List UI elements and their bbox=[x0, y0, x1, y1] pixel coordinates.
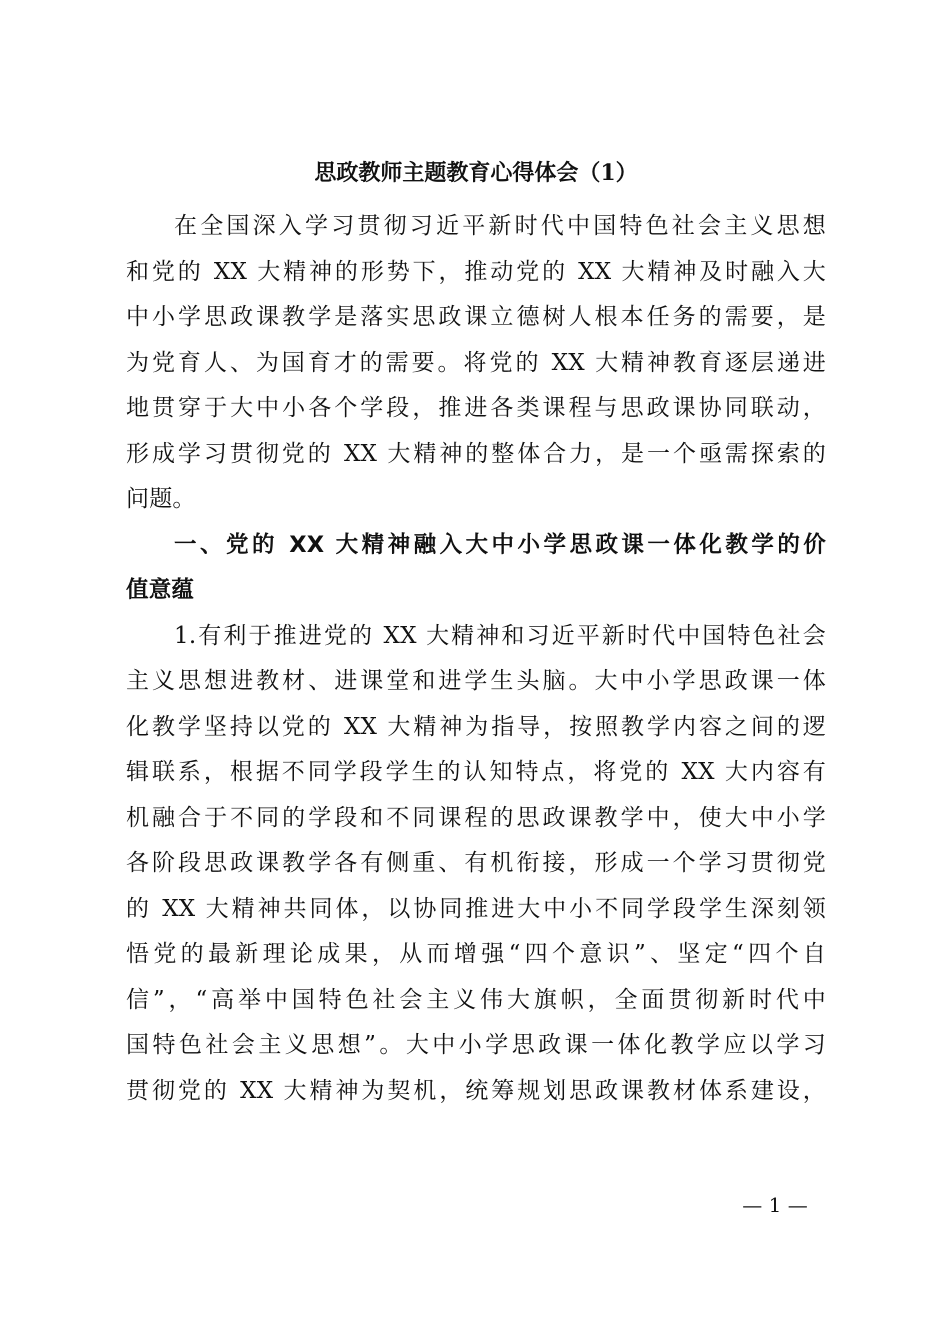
paragraph-2-line: 悟党的最新理论成果，从而增强“四个意识”、坚定“四个自 bbox=[126, 941, 826, 967]
paragraph-2-line: 信”，“高举中国特色社会主义伟大旗帜，全面贯彻新时代中 bbox=[126, 986, 826, 1013]
section-heading-line: 一、党的 XX 大精神融入大中小学思政课一体化教学的价 bbox=[174, 531, 826, 558]
document-title: 思政教师主题教育心得体会（1） bbox=[314, 160, 638, 186]
section-heading-line: 值意蕴 bbox=[126, 577, 195, 603]
paragraph-1-line: 在全国深入学习贯彻习近平新时代中国特色社会主义思想 bbox=[174, 213, 826, 239]
paragraph-1-line: 中小学思政课教学是落实思政课立德树人根本任务的需要，是 bbox=[126, 304, 826, 330]
paragraph-2-line: 贯彻党的 XX 大精神为契机，统筹规划思政课教材体系建设， bbox=[126, 1077, 826, 1104]
paragraph-2-line: 1.有利于推进党的 XX 大精神和习近平新时代中国特色社会 bbox=[174, 622, 826, 649]
document-body bbox=[126, 204, 826, 1114]
paragraph-2-line: 化教学坚持以党的 XX 大精神为指导，按照教学内容之间的逻 bbox=[126, 713, 826, 740]
paragraph-2-line: 辑联系，根据不同学段学生的认知特点，将党的 XX 大内容有 bbox=[126, 759, 826, 785]
paragraph-2-line: 主义思想进教材、进课堂和进学生头脑。大中小学思政课一体 bbox=[126, 668, 826, 694]
page-number: — 1 — bbox=[742, 1193, 808, 1217]
paragraph-1-line: 问题。 bbox=[126, 486, 196, 512]
paragraph-1-line: 形成学习贯彻党的 XX 大精神的整体合力，是一个亟需探索的 bbox=[126, 440, 826, 467]
paragraph-2-line: 各阶段思政课教学各有侧重、有机衔接，形成一个学习贯彻党 bbox=[126, 850, 826, 876]
paragraph-2-line: 的 XX 大精神共同体，以协同推进大中小不同学段学生深刻领 bbox=[126, 895, 826, 922]
paragraph-1-line: 和党的 XX 大精神的形势下，推动党的 XX 大精神及时融入大 bbox=[126, 258, 826, 285]
paragraph-1-line: 为党育人、为国育才的需要。将党的 XX 大精神教育逐层递进 bbox=[126, 349, 826, 376]
paragraph-1-line: 地贯穿于大中小各个学段，推进各类课程与思政课协同联动， bbox=[126, 395, 826, 421]
paragraph-2-line: 国特色社会主义思想”。大中小学思政课一体化教学应以学习 bbox=[126, 1032, 826, 1058]
paragraph-2-line: 机融合于不同的学段和不同课程的思政课教学中，使大中小学 bbox=[126, 804, 826, 831]
